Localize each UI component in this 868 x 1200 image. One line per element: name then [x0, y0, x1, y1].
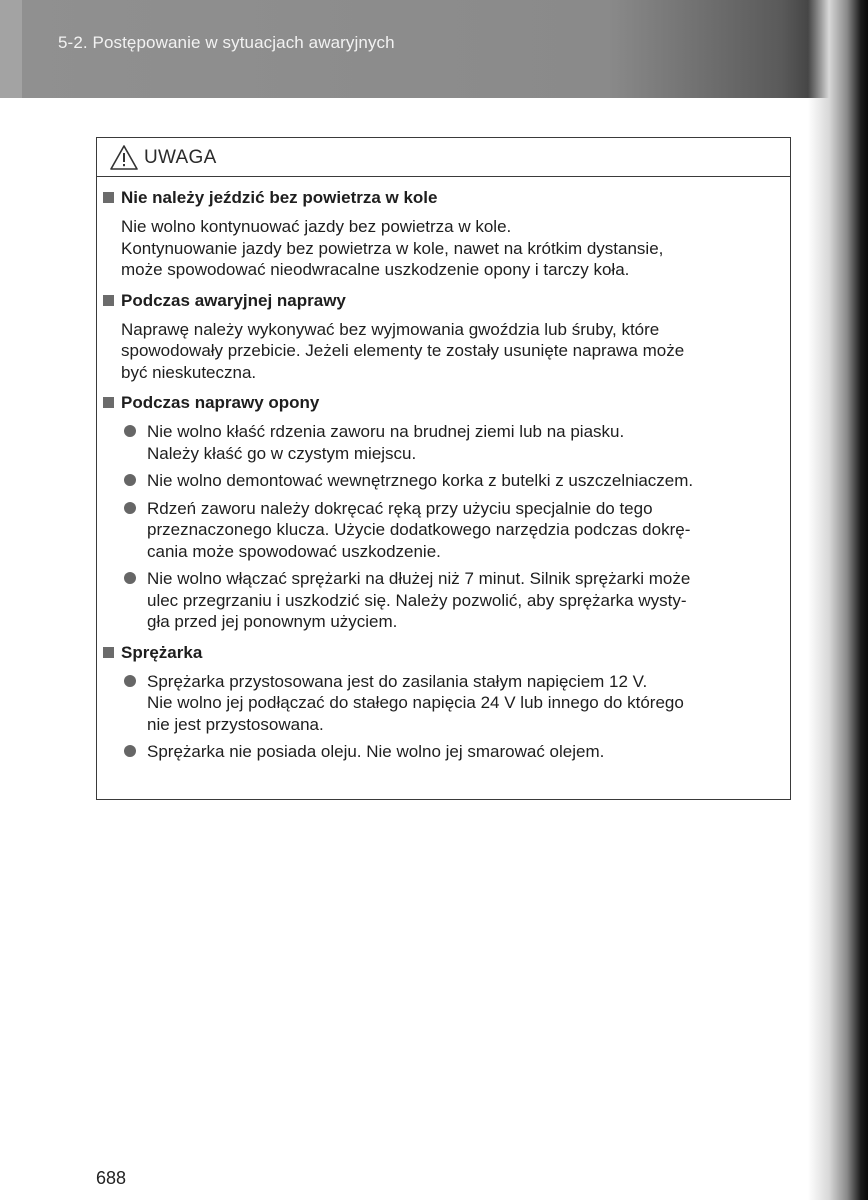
warning-content: [97, 186, 790, 763]
warning-title: UWAGA: [144, 147, 217, 168]
warning-box: [96, 137, 791, 800]
section-heading: Nie należy jeździć bez powietrza w kole: [97, 186, 790, 210]
text-line: ulec przegrzaniu i uszkodzić się. Należy pozwolić, aby sprężarka wysty-: [147, 590, 687, 610]
list-item: [97, 492, 790, 563]
section-paragraph: [97, 210, 790, 281]
section-header-band: [0, 0, 868, 98]
text-line: spowodowały przebicie. Jeżeli elementy te zostały usunięte naprawa może: [121, 341, 685, 360]
round-bullet-icon: [124, 474, 136, 486]
list-item: [97, 464, 790, 492]
section-paragraph: [97, 313, 790, 384]
section-title: 5-2. Postępowanie w sytuacjach awaryjnych: [58, 33, 395, 52]
text-line: nie jest przystosowana.: [147, 714, 324, 734]
list-item: [97, 665, 790, 736]
text-line: gła przed jej ponownym użyciem.: [147, 612, 398, 631]
text-line: Naprawę należy wykonywać bez wyjmowania gwoździa lub śruby, które: [121, 319, 660, 339]
round-bullet-icon: [124, 675, 136, 687]
header-left-strip: [0, 0, 22, 98]
section-heading: Sprężarka: [97, 641, 790, 665]
warning-header: [97, 138, 790, 177]
text-line: przeznaczonego klucza. Użycie dodatkowego narzędzia podczas dokrę-: [147, 520, 691, 539]
text-line: być nieskuteczna.: [121, 362, 257, 382]
text-line: Nie wolno jej podłączać do stałego napięcia 24 V lub innego do którego: [147, 693, 684, 712]
list-item: [97, 735, 790, 763]
round-bullet-icon: [124, 425, 136, 437]
list-item: [97, 415, 790, 464]
round-bullet-icon: [124, 745, 136, 757]
text-line: Kontynuowanie jazdy bez powietrza w kole, nawet na krótkim dystansie,: [121, 238, 664, 258]
page-edge-shadow: [808, 0, 868, 1200]
square-bullet-icon: [103, 647, 114, 658]
text-line: Nie wolno włączać sprężarki na dłużej niż 7 minut. Silnik sprężarki może: [147, 569, 691, 588]
text-line: Nie wolno kontynuować jazdy bez powietrza w kole.: [121, 217, 512, 236]
square-bullet-icon: [103, 192, 114, 203]
page-number: 688: [96, 1168, 127, 1188]
round-bullet-icon: [124, 502, 136, 514]
text-line: Rdzeń zaworu należy dokręcać ręką przy użyciu specjalnie do tego: [147, 498, 653, 518]
square-bullet-icon: [103, 295, 114, 306]
text-line: Sprężarka nie posiada oleju. Nie wolno jej smarować olejem.: [147, 742, 605, 761]
round-bullet-icon: [124, 572, 136, 584]
text-line: Nie wolno demontować wewnętrznego korka z butelki z uszczelniaczem.: [147, 471, 694, 490]
warning-triangle-icon: [109, 144, 139, 171]
text-line: Sprężarka przystosowana jest do zasilania stałym napięciem 12 V.: [147, 671, 648, 691]
text-line: Należy kłaść go w czystym miejscu.: [147, 443, 417, 463]
text-line: może spowodować nieodwracalne uszkodzenie opony i tarczy koła.: [121, 260, 630, 279]
section-heading: Podczas naprawy opony: [97, 391, 790, 415]
square-bullet-icon: [103, 397, 114, 408]
text-line: cania może spowodować uszkodzenie.: [147, 541, 441, 561]
list-item: [97, 562, 790, 633]
text-line: Nie wolno kłaść rdzenia zaworu na brudnej ziemi lub na piasku.: [147, 422, 625, 441]
section-heading: Podczas awaryjnej naprawy: [97, 289, 790, 313]
